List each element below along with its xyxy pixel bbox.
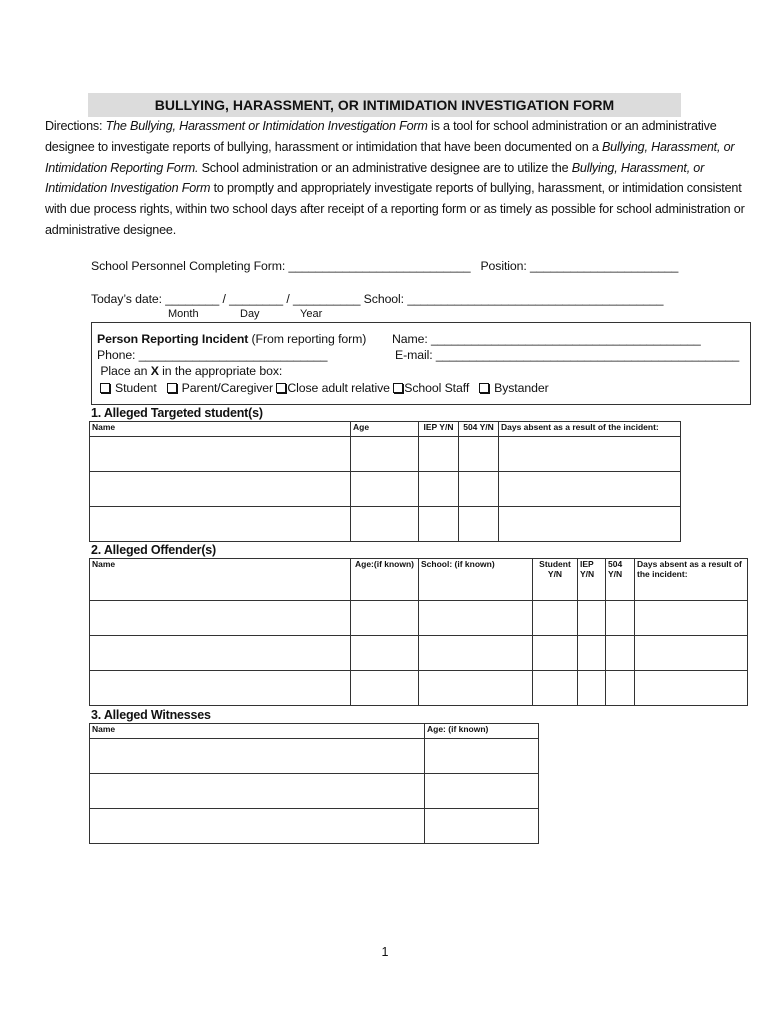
table-row bbox=[90, 774, 539, 809]
age-cell[interactable] bbox=[351, 507, 419, 542]
504-cell[interactable] bbox=[606, 671, 635, 706]
page-number: 1 bbox=[381, 945, 389, 959]
col-504: 504 Y/N bbox=[606, 559, 635, 601]
name-cell[interactable] bbox=[90, 437, 351, 472]
directions-form-name-2: Bullying, Harassment, or Intimidation Reporting Form. bbox=[45, 139, 735, 175]
table-header-row bbox=[90, 559, 748, 601]
reporter-phone-field[interactable]: Phone: ____________________________ bbox=[97, 348, 328, 362]
age-cell[interactable] bbox=[351, 472, 419, 507]
iep-cell[interactable] bbox=[578, 636, 606, 671]
col-name: Name bbox=[90, 724, 425, 739]
days-absent-cell[interactable] bbox=[635, 601, 748, 636]
days-absent-cell[interactable] bbox=[499, 507, 681, 542]
directions-form-name-3: Bullying, Harassment, or Intimidation Investigation Form bbox=[45, 160, 705, 196]
name-cell[interactable] bbox=[90, 671, 351, 706]
table-row bbox=[90, 437, 681, 472]
option-close-adult-relative[interactable]: Close adult relative bbox=[276, 381, 390, 395]
reporter-email-field[interactable]: E-mail: _____________________________________________ bbox=[395, 348, 740, 362]
checkbox-icon bbox=[100, 383, 110, 393]
checkbox-icon bbox=[393, 383, 403, 393]
col-days-absent: Days absent as a result of the incident: bbox=[499, 422, 681, 437]
504-cell[interactable] bbox=[459, 437, 499, 472]
directions-form-name-1: The Bullying, Harassment or Intimidation Investigation Form bbox=[105, 119, 428, 133]
table-row bbox=[90, 472, 681, 507]
directions-text-2: School administration or an administrative designee are to utilize the bbox=[198, 160, 572, 175]
targeted-table bbox=[89, 421, 681, 542]
col-iep: IEP Y/N bbox=[419, 422, 459, 437]
option-student[interactable]: Student bbox=[100, 381, 157, 395]
col-name: Name bbox=[90, 559, 351, 601]
days-absent-cell[interactable] bbox=[499, 437, 681, 472]
table-row bbox=[90, 739, 539, 774]
iep-cell[interactable] bbox=[578, 671, 606, 706]
iep-cell[interactable] bbox=[419, 507, 459, 542]
directions-paragraph bbox=[45, 116, 745, 241]
name-cell[interactable] bbox=[90, 472, 351, 507]
age-cell[interactable] bbox=[351, 671, 419, 706]
checkbox-icon bbox=[167, 383, 177, 393]
col-days-absent: Days absent as a result of the incident: bbox=[635, 559, 748, 601]
instruction-x: X bbox=[150, 364, 159, 378]
col-age: Age: (if known) bbox=[425, 724, 539, 739]
name-cell[interactable] bbox=[90, 636, 351, 671]
offenders-heading: 2. Alleged Offender(s) bbox=[91, 543, 217, 557]
date-month-label: Month bbox=[168, 308, 199, 320]
col-school: School: (if known) bbox=[419, 559, 533, 601]
option-bystander[interactable]: Bystander bbox=[479, 381, 548, 395]
iep-cell[interactable] bbox=[419, 437, 459, 472]
table-header-row bbox=[90, 422, 681, 437]
name-cell[interactable] bbox=[90, 774, 425, 809]
col-name: Name bbox=[90, 422, 351, 437]
personnel-position-line[interactable]: School Personnel Completing Form: ___________________________ Position: ______________________ bbox=[91, 259, 679, 273]
targeted-heading: 1. Alleged Targeted student(s) bbox=[91, 406, 263, 420]
school-cell[interactable] bbox=[419, 636, 533, 671]
offenders-table bbox=[89, 558, 748, 706]
iep-cell[interactable] bbox=[578, 601, 606, 636]
table-row bbox=[90, 671, 748, 706]
directions-text-3: to promptly and appropriately investigate reports of bullying, harassment, or intimidation consistent with due process rights, within two school days after receipt of a reporting form or as timely as possible for school administration or administrative designee. bbox=[45, 181, 745, 237]
table-row bbox=[90, 809, 539, 844]
iep-cell[interactable] bbox=[419, 472, 459, 507]
directions-label: Directions: bbox=[45, 119, 106, 133]
student-cell[interactable] bbox=[533, 671, 578, 706]
date-year-label: Year bbox=[300, 308, 323, 320]
col-age: Age:(if known) bbox=[351, 559, 419, 601]
witnesses-table bbox=[89, 723, 539, 844]
table-row bbox=[90, 636, 748, 671]
date-school-line[interactable]: Today’s date: ________ / ________ / __________ School: ______________________________________ bbox=[91, 292, 664, 306]
reporter-name-field[interactable]: Name: ________________________________________ bbox=[392, 332, 701, 346]
name-cell[interactable] bbox=[90, 601, 351, 636]
col-student: Student Y/N bbox=[533, 559, 578, 601]
name-cell[interactable] bbox=[90, 739, 425, 774]
name-cell[interactable] bbox=[90, 507, 351, 542]
school-cell[interactable] bbox=[419, 601, 533, 636]
col-504: 504 Y/N bbox=[459, 422, 499, 437]
col-age: Age bbox=[351, 422, 419, 437]
student-cell[interactable] bbox=[533, 601, 578, 636]
days-absent-cell[interactable] bbox=[635, 636, 748, 671]
person-reporting-note: (From reporting form) bbox=[248, 332, 367, 346]
instruction-post: in the appropriate box: bbox=[158, 364, 283, 378]
checkbox-icon bbox=[479, 383, 489, 393]
directions-text-1: is a tool for school administration or an administrative designee to investigate reports of bullying, harassment or intimidation that have been documented on a bbox=[45, 119, 717, 154]
504-cell[interactable] bbox=[606, 601, 635, 636]
age-cell[interactable] bbox=[351, 601, 419, 636]
table-row bbox=[90, 507, 681, 542]
witnesses-heading: 3. Alleged Witnesses bbox=[91, 708, 211, 722]
age-cell[interactable] bbox=[351, 437, 419, 472]
table-header-row bbox=[90, 724, 539, 739]
checkbox-icon bbox=[276, 383, 286, 393]
reporter-instruction bbox=[97, 364, 282, 378]
age-cell[interactable] bbox=[351, 636, 419, 671]
person-reporting-label bbox=[97, 332, 366, 346]
days-absent-cell[interactable] bbox=[499, 472, 681, 507]
date-day-label: Day bbox=[240, 308, 260, 320]
age-cell[interactable] bbox=[425, 809, 539, 844]
504-cell[interactable] bbox=[459, 472, 499, 507]
days-absent-cell[interactable] bbox=[635, 671, 748, 706]
col-iep: IEP Y/N bbox=[578, 559, 606, 601]
504-cell[interactable] bbox=[606, 636, 635, 671]
age-cell[interactable] bbox=[425, 774, 539, 809]
504-cell[interactable] bbox=[459, 507, 499, 542]
option-parent-caregiver[interactable]: Parent/Caregiver bbox=[167, 381, 273, 395]
reporter-role-options bbox=[100, 381, 549, 395]
table-row bbox=[90, 601, 748, 636]
student-cell[interactable] bbox=[533, 636, 578, 671]
age-cell[interactable] bbox=[425, 739, 539, 774]
school-cell[interactable] bbox=[419, 671, 533, 706]
person-reporting-box bbox=[91, 322, 751, 405]
person-reporting-title: Person Reporting Incident bbox=[97, 332, 249, 346]
form-title: BULLYING, HARASSMENT, OR INTIMIDATION INVESTIGATION FORM bbox=[88, 93, 681, 117]
name-cell[interactable] bbox=[90, 809, 425, 844]
instruction-pre: Place an bbox=[97, 364, 151, 378]
option-school-staff[interactable]: School Staff bbox=[393, 381, 469, 395]
